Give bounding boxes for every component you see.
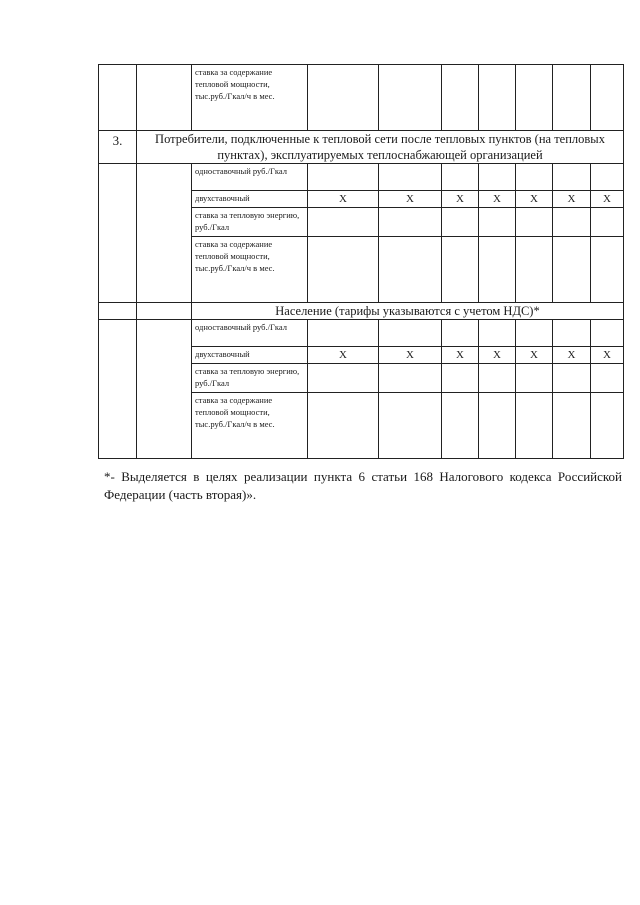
row-label-two-rate: двухставочный [192,347,308,364]
x-mark: Х [553,191,591,208]
footnote: *- Выделяется в целях реализации пункта 6 статьи 168 Налогового кодекса Российской Федерации (часть вторая)». [104,469,622,502]
section-number: 3. [99,131,137,164]
table-row [99,164,624,191]
row-label-energy-rate: ставка за тепловую энергию, руб./Гкал [192,364,308,393]
x-mark: Х [553,347,591,364]
section-title: Потребители, подключенные к тепловой сети после тепловых пунктов (на тепловых пунктах), эксплуатируемых теплоснабжающей организацией [137,131,624,164]
x-mark: Х [379,347,442,364]
x-mark: Х [591,191,624,208]
x-mark: Х [442,191,479,208]
x-mark: Х [479,347,516,364]
x-mark: Х [516,191,553,208]
x-mark: Х [308,191,379,208]
population-header-row [99,303,624,320]
x-mark: Х [591,347,624,364]
row-label-capacity-rate: ставка за содержание тепловой мощности, тыс.руб./Гкал/ч в мес. [192,65,308,131]
population-title: Население (тарифы указываются с учетом НДС)* [192,303,624,320]
x-mark: Х [442,347,479,364]
tariff-table [98,64,624,459]
x-mark: Х [516,347,553,364]
row-label-two-rate: двухставочный [192,191,308,208]
row-label-single-rate: одноставочный руб./Гкал [192,164,308,191]
row-label-capacity-rate: ставка за содержание тепловой мощности, тыс.руб./Гкал/ч в мес. [192,393,308,459]
x-mark: Х [379,191,442,208]
x-mark: Х [308,347,379,364]
row-label-single-rate: одноставочный руб./Гкал [192,320,308,347]
table-row [99,65,624,131]
section-header-row [99,131,624,164]
row-label-energy-rate: ставка за тепловую энергию, руб./Гкал [192,208,308,237]
x-mark: Х [479,191,516,208]
row-label-capacity-rate: ставка за содержание тепловой мощности, тыс.руб./Гкал/ч в мес. [192,237,308,303]
table-row [99,320,624,347]
